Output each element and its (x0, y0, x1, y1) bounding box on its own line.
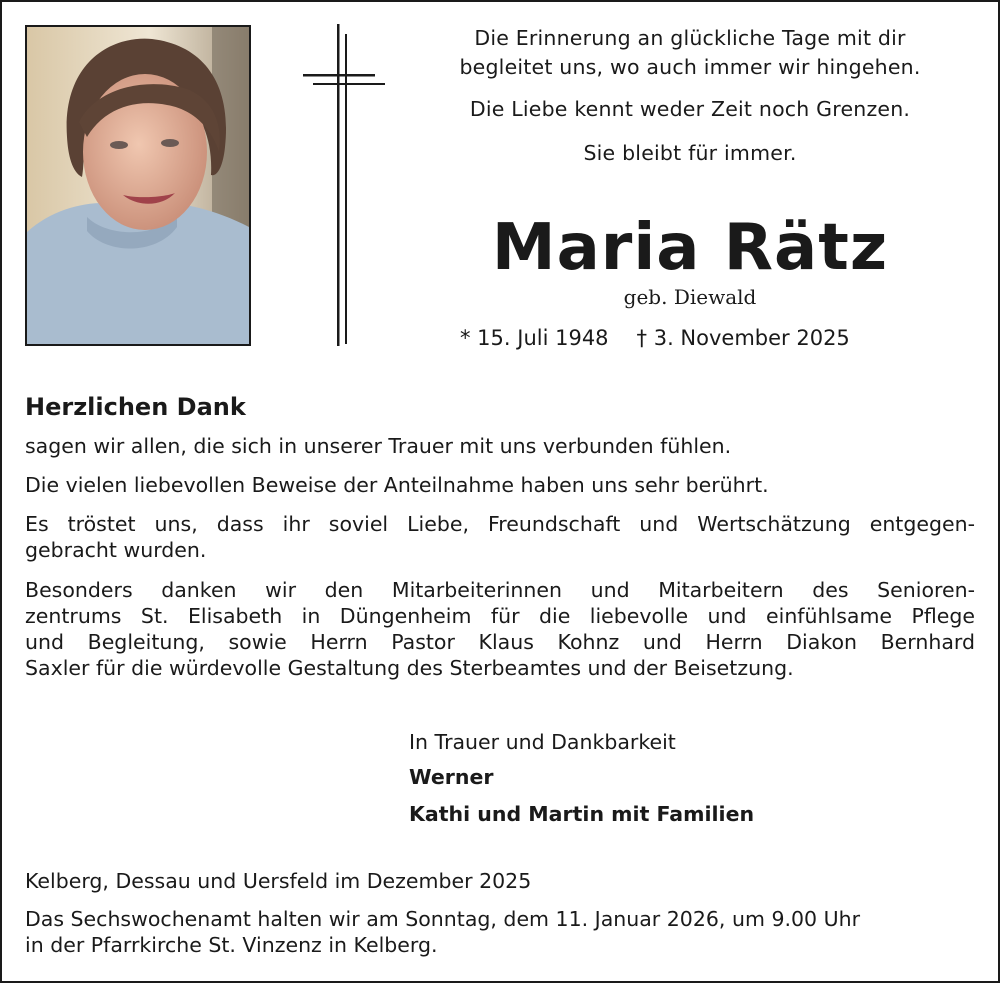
thanks-paragraph (25, 511, 975, 563)
cross-symbol (300, 24, 386, 348)
paragraph-line: Saxler für die würdevolle Gestaltung des Sterbeamtes und der Beisetzung. (25, 656, 794, 680)
deceased-name: Maria Rätz (491, 211, 889, 285)
portrait-image (27, 27, 249, 344)
signature-name: Werner (409, 765, 494, 789)
verse-line: Die Liebe kennt weder Zeit noch Grenzen. (469, 97, 911, 121)
paragraph-line: sagen wir allen, die sich in unserer Trauer mit uns verbunden fühlen. (25, 434, 732, 458)
death-date: † 3. November 2025 (636, 326, 850, 350)
paragraph-line: und Begleitung, sowie Herrn Pastor Klaus Kohnz und Herrn Diakon Bernhard (25, 630, 975, 654)
paragraph-line: Besonders danken wir den Mitarbeiterinnen und Mitarbeitern des Senioren- (25, 578, 975, 602)
life-dates (460, 324, 850, 352)
mass-info-line: Das Sechswochenamt halten wir am Sonntag, dem 11. Januar 2026, um 9.00 Uhr (25, 907, 861, 931)
paragraph-line: gebracht wurden. (25, 538, 207, 562)
place-date: Kelberg, Dessau und Uersfeld im Dezember 2025 (25, 869, 532, 893)
thanks-paragraph (25, 472, 975, 498)
paragraph-line: zentrums St. Elisabeth in Düngenheim für die liebevolle und einfühlsame Pflege (25, 604, 975, 628)
thanks-heading: Herzlichen Dank (25, 393, 246, 421)
paragraph-line: Es tröstet uns, dass ihr soviel Liebe, Freundschaft und Wertschätzung entgegen- (25, 512, 975, 536)
mass-info-line: in der Pfarrkirche St. Vinzenz in Kelberg. (25, 933, 438, 957)
thanks-paragraph (25, 433, 975, 459)
signature-intro: In Trauer und Dankbarkeit (409, 730, 676, 754)
verse-line: begleitet uns, wo auch immer wir hingehen. (459, 55, 921, 79)
birth-date: * 15. Juli 1948 (460, 326, 609, 350)
portrait-photo (25, 25, 251, 346)
signature-name: Kathi und Martin mit Familien (409, 802, 755, 826)
maiden-name: geb. Diewald (623, 285, 757, 309)
paragraph-line: Die vielen liebevollen Beweise der Anteilnahme haben uns sehr berührt. (25, 473, 769, 497)
verse-line: Die Erinnerung an glückliche Tage mit dir (474, 26, 906, 50)
verse-line: Sie bleibt für immer. (583, 141, 797, 165)
thanks-paragraph (25, 577, 975, 681)
